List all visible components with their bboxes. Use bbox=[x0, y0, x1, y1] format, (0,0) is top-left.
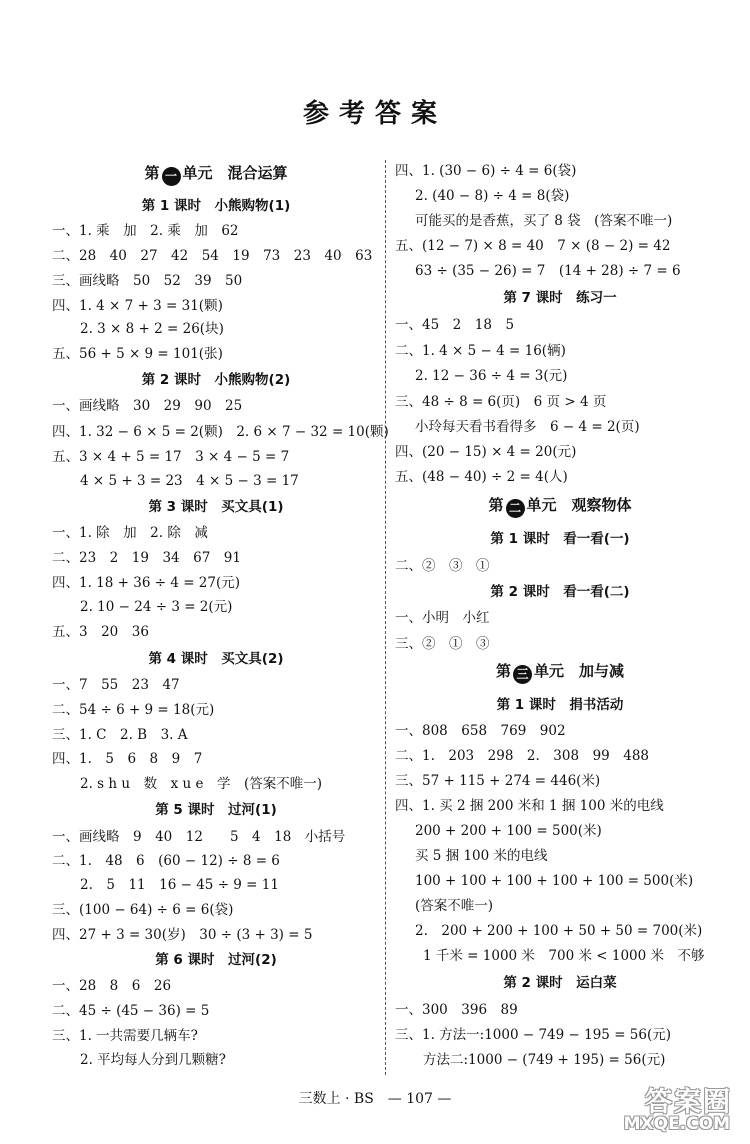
answer-line: 五、(48 − 40) ÷ 2 = 4(人) bbox=[395, 469, 568, 485]
column-divider bbox=[385, 160, 386, 1075]
answer-line: 2. 200 + 200 + 100 + 50 + 50 = 700(米) bbox=[415, 923, 703, 939]
answer-line: 2. 12 − 36 ÷ 4 = 3(元) bbox=[415, 368, 568, 384]
answer-line: 4 × 5 + 3 = 23 4 × 5 − 3 = 17 bbox=[80, 473, 299, 489]
lesson-heading: 第 1 课时 捐书活动 bbox=[496, 697, 624, 713]
answer-line: 二、1. 4 × 5 − 4 = 16(辆) bbox=[395, 343, 566, 359]
answer-line: 二、28 40 27 42 54 19 73 23 40 63 bbox=[52, 248, 373, 264]
answer-line: 一、7 55 23 47 bbox=[52, 677, 180, 693]
page-footer: 三数上 · BS — 107 — bbox=[298, 1091, 452, 1107]
answer-line: 四、1. 18 + 36 ÷ 4 = 27(元) bbox=[52, 575, 241, 591]
answer-line: 三、1. 一共需要几辆车? bbox=[52, 1028, 198, 1044]
answer-line: 五、3 × 4 + 5 = 17 3 × 4 − 5 = 7 bbox=[52, 449, 290, 465]
answer-line: 五、56 + 5 × 9 = 101(张) bbox=[52, 346, 223, 362]
answer-line: 2. 3 × 8 + 2 = 26(块) bbox=[80, 321, 224, 337]
answer-line: 三、57 + 115 + 274 = 446(米) bbox=[395, 773, 601, 789]
answer-line: 2. 5 11 16 − 45 ÷ 9 = 11 bbox=[80, 877, 279, 893]
answer-line: 二、54 ÷ 6 + 9 = 18(元) bbox=[52, 702, 215, 718]
unit-heading-2: 第 二 单元 观察物体 bbox=[395, 496, 725, 518]
lesson-heading: 第 5 课时 过河(1) bbox=[155, 802, 277, 818]
answer-line: 买 5 捆 100 米的电线 bbox=[415, 848, 548, 864]
answer-line: 2. (40 − 8) ÷ 4 = 8(袋) bbox=[415, 188, 570, 204]
answer-line: 2. 平均每人分到几颗糖? bbox=[80, 1052, 226, 1068]
answer-line: 2. s h u 数 x u e 学 (答案不唯一) bbox=[80, 776, 322, 792]
answer-line: 一、1. 乘 加 2. 乘 加 62 bbox=[52, 223, 239, 239]
answer-line: 一、45 2 18 5 bbox=[395, 317, 515, 333]
answer-line: 四、(20 − 15) × 4 = 20(元) bbox=[395, 444, 577, 460]
watermark-logo bbox=[608, 1080, 738, 1138]
answer-line: 三、48 ÷ 8 = 6(页) 6 页 > 4 页 bbox=[395, 394, 607, 410]
answer-line: 一、1. 除 加 2. 除 减 bbox=[52, 525, 208, 541]
page-title: 参考答案 bbox=[302, 99, 447, 129]
answer-line: 二、23 2 19 34 67 91 bbox=[52, 550, 241, 566]
lesson-heading: 第 4 课时 买文具(2) bbox=[148, 651, 284, 667]
answer-line: 三、画线略 50 52 39 50 bbox=[52, 273, 243, 289]
answer-line: 五、(12 − 7) × 8 = 40 7 × (8 − 2) = 42 bbox=[395, 238, 671, 254]
answer-line: 一、画线略 9 40 12 5 4 18 小括号 bbox=[52, 829, 346, 845]
answer-line: 200 + 200 + 100 = 500(米) bbox=[415, 823, 602, 839]
answer-line: 三、② ① ③ bbox=[395, 636, 490, 652]
lesson-heading: 第 2 课时 小熊购物(2) bbox=[141, 372, 291, 388]
answer-line: 四、27 + 3 = 30(岁) 30 ÷ (3 + 3) = 5 bbox=[52, 927, 313, 943]
lesson-heading: 第 6 课时 过河(2) bbox=[155, 952, 277, 968]
answer-line: 可能买的是香蕉，买了 8 袋 (答案不唯一) bbox=[415, 213, 673, 229]
answer-line: 1 千米 = 1000 米 700 米 < 1000 米 不够 bbox=[423, 948, 705, 964]
lesson-heading: 第 2 课时 运白菜 bbox=[503, 975, 617, 991]
answer-line: 五、3 20 36 bbox=[52, 624, 149, 640]
answer-line: 二、1. 203 298 2. 308 99 488 bbox=[395, 748, 650, 764]
answer-line: 四、1. 4 × 7 + 3 = 31(颗) bbox=[52, 298, 223, 314]
answer-line: 三、1. C 2. B 3. A bbox=[52, 727, 188, 743]
answer-line: 一、300 396 89 bbox=[395, 1002, 518, 1018]
answer-line: (答案不唯一) bbox=[415, 898, 494, 914]
unit-heading-1: 第 一 单元 混合运算 bbox=[52, 164, 380, 186]
answer-line: 三、(100 − 64) ÷ 6 = 6(袋) bbox=[52, 902, 234, 918]
unit-number-badge: 三 bbox=[513, 665, 532, 684]
lesson-heading: 第 1 课时 小熊购物(1) bbox=[141, 198, 291, 214]
answer-line: 63 ÷ (35 − 26) = 7 (14 + 28) ÷ 7 = 6 bbox=[415, 263, 681, 279]
watermark-url: MXQE.COM bbox=[623, 1114, 730, 1134]
answer-line: 一、画线略 30 29 90 25 bbox=[52, 398, 243, 414]
answer-line: 四、1. (30 − 6) ÷ 4 = 6(袋) bbox=[395, 163, 577, 179]
unit-heading-3: 第 三 单元 加与减 bbox=[395, 662, 725, 684]
lesson-heading: 第 2 课时 看一看(二) bbox=[490, 584, 630, 600]
answer-line: 2. 10 − 24 ÷ 3 = 2(元) bbox=[80, 599, 233, 615]
answer-line: 四、1. 5 6 8 9 7 bbox=[52, 751, 203, 767]
lesson-heading: 第 7 课时 练习一 bbox=[503, 290, 617, 306]
answer-line: 二、45 ÷ (45 − 36) = 5 bbox=[52, 1003, 210, 1019]
lesson-heading: 第 1 课时 看一看(一) bbox=[490, 531, 630, 547]
answer-line: 二、② ③ ① bbox=[395, 558, 490, 574]
answer-line: 方法二:1000 − (749 + 195) = 56(元) bbox=[423, 1052, 666, 1068]
lesson-heading: 第 3 课时 买文具(1) bbox=[148, 499, 284, 515]
unit-number-badge: 一 bbox=[162, 167, 181, 186]
answer-line: 四、1. 32 − 6 × 5 = 2(颗) 2. 6 × 7 − 32 = 10(颗) bbox=[52, 424, 389, 440]
answer-line: 100 + 100 + 100 + 100 + 100 = 500(米) bbox=[415, 873, 694, 889]
answer-line: 四、1. 买 2 捆 200 米和 1 捆 100 米的电线 bbox=[395, 798, 664, 814]
answer-line: 一、小明 小红 bbox=[395, 610, 490, 626]
watermark-text: 答案圈 bbox=[645, 1087, 732, 1118]
answer-line: 一、808 658 769 902 bbox=[395, 723, 566, 739]
unit-number-badge: 二 bbox=[506, 499, 525, 518]
answer-line: 小玲每天看书看得多 6 − 4 = 2(页) bbox=[415, 419, 640, 435]
answer-line: 二、1. 48 6 (60 − 12) ÷ 8 = 6 bbox=[52, 853, 280, 869]
answer-line: 三、1. 方法一:1000 − 749 − 195 = 56(元) bbox=[395, 1027, 672, 1043]
answer-line: 一、28 8 6 26 bbox=[52, 978, 172, 994]
